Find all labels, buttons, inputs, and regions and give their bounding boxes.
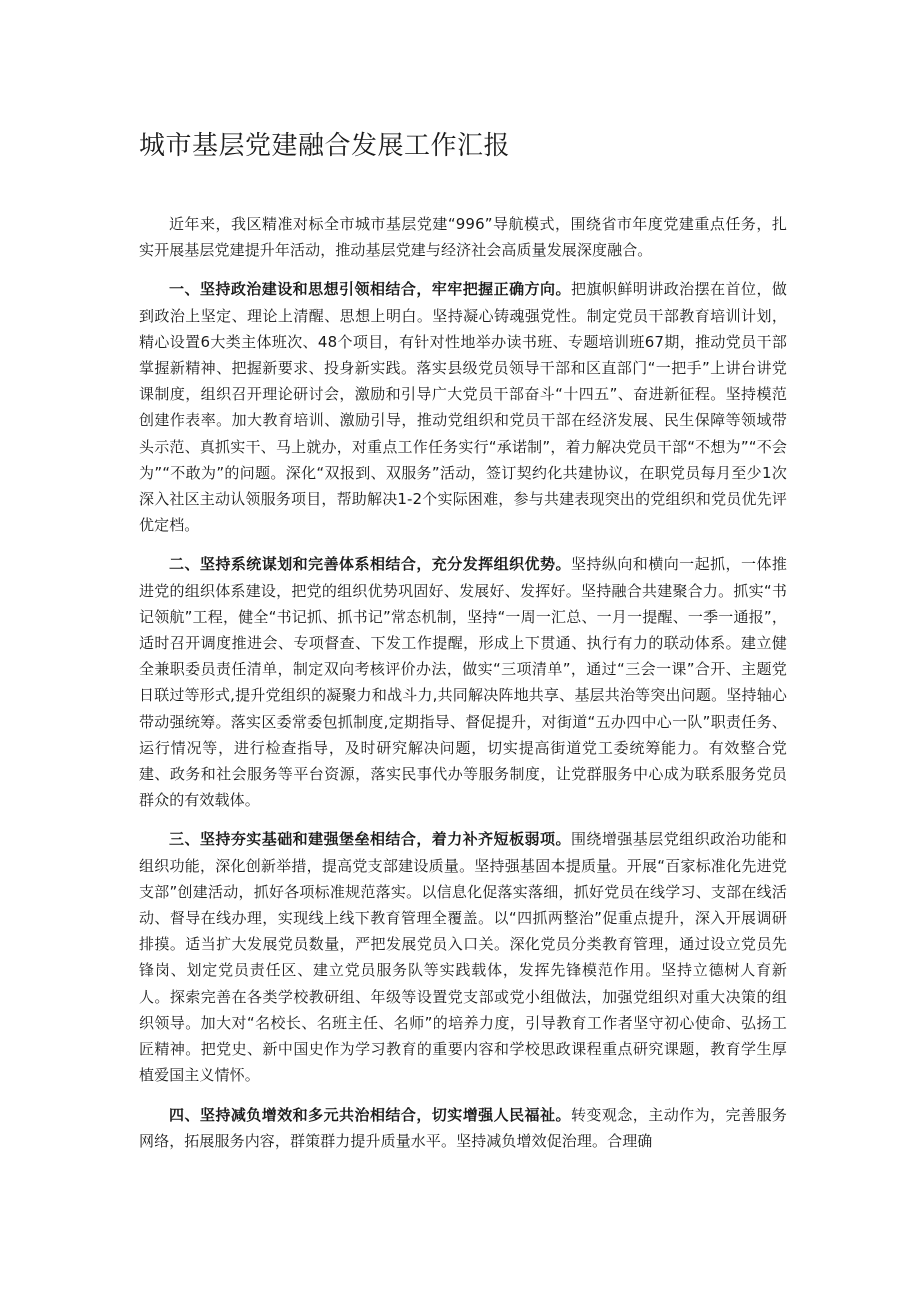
section-paragraph-1	[139, 276, 787, 538]
section-text-3: 围绕增强基层党组织政治功能和组织功能，深化创新举措，提高党支部建设质量。坚持强基固本提质量。开展“百家标准化先进党支部”创建活动，抓好各项标准规范落实。以信息化促落实落细，抓好党员在线学习、支部在线活动、督导在线办理，实现线上线下教育管理全覆盖。以“四抓两整治”促重点提升，深入开展调研排摸。适当扩大发展党员数量，严把发展党员入口关。深化党员分类教育管理，通过设立党员先锋岗、划定党员责任区、建立党员服务队等实践载体，发挥先锋模范作用。坚持立德树人育新人。探索完善在各类学校教研组、年级等设置党支部或党小组做法，加强党组织对重大决策的组织领导。加大对“名校长、名班主任、名师”的培养力度，引导教育工作者坚守初心使命、弘扬工匠精神。把党史、新中国史作为学习教育的重要内容和学校思政课程重点研究课题，教育学生厚植爱国主义情怀。	[139, 830, 788, 1085]
section-heading-2: 二、坚持系统谋划和完善体系相结合，充分发挥组织优势。	[169, 555, 571, 574]
section-heading-3: 三、坚持夯实基础和建强堡垒相结合，着力补齐短板弱项。	[169, 830, 571, 849]
section-heading-1: 一、坚持政治建设和思想引领相结合，牢牢把握正确方向。	[169, 280, 571, 299]
section-paragraph-2	[139, 551, 787, 813]
intro-paragraph: 近年来，我区精准对标全市城市基层党建“996”导航模式，围绕省市年度党建重点任务，扎实开展基层党建提升年活动，推动基层党建与经济社会高质量发展深度融合。	[139, 215, 787, 260]
section-text-4: 转变观念，主动作为，完善服务网络，拓展服务内容，群策群力提升质量水平。坚持减负增效促治理。合理确	[139, 1105, 788, 1150]
section-heading-4: 四、坚持减负增效和多元共治相结合，切实增强人民福祉。	[169, 1105, 571, 1124]
section-paragraph-3	[139, 826, 787, 1088]
document-title: 城市基层党建融合发展工作汇报	[139, 131, 511, 161]
section-text-1: 把旗帜鲜明讲政治摆在首位，做到政治上坚定、理论上清醒、思想上明白。坚持凝心铸魂强党性。制定党员干部教育培训计划，精心设置6大类主体班次、48个项目，有针对性地举办读书班、专题培训班67期，推动党员干部掌握新精神、把握新要求、投身新实践。落实县级党员领导干部和区直部门“一把手”上讲台讲党课制度，组织召开理论研讨会，激励和引导广大党员干部奋斗“十四五”、奋进新征程。坚持模范创建作表率。加大教育培训、激励引导，推动党组织和党员干部在经济发展、民生保障等领域带头示范、真抓实干、马上就办，对重点工作任务实行“承诺制”，着力解决党员干部“不想为”“不会为”“不敢为”的问题。深化“双报到、双服务”活动，签订契约化共建协议，在职党员每月至少1次深入社区主动认领服务项目，帮助解决1-2个实际困难，参与共建表现突出的党组织和党员优先评优定档。	[139, 280, 788, 535]
section-paragraph-4	[139, 1102, 787, 1154]
document-body	[139, 211, 787, 1167]
section-text-2: 坚持纵向和横向一起抓，一体推进党的组织体系建设，把党的组织优势巩固好、发展好、发挥好。坚持融合共建聚合力。抓实“书记领航”工程，健全“书记抓、抓书记”常态机制，坚持“一周一汇总、一月一提醒、一季一通报”，适时召开调度推进会、专项督查、下发工作提醒，形成上下贯通、执行有力的联动体系。建立健全兼职委员责任清单，制定双向考核评价办法，做实“三项清单”，通过“三会一课”合开、主题党日联过等形式,提升党组织的凝聚力和战斗力,共同解决阵地共享、基层共治等突出问题。坚持轴心带动强统筹。落实区委常委包抓制度,定期指导、督促提升，对街道“五办四中心一队”职责任务、运行情况等，进行检查指导，及时研究解决问题，切实提高街道党工委统筹能力。有效整合党建、政务和社会服务等平台资源，落实民事代办等服务制度，让党群服务中心成为联系服务党员群众的有效载体。	[139, 555, 788, 810]
